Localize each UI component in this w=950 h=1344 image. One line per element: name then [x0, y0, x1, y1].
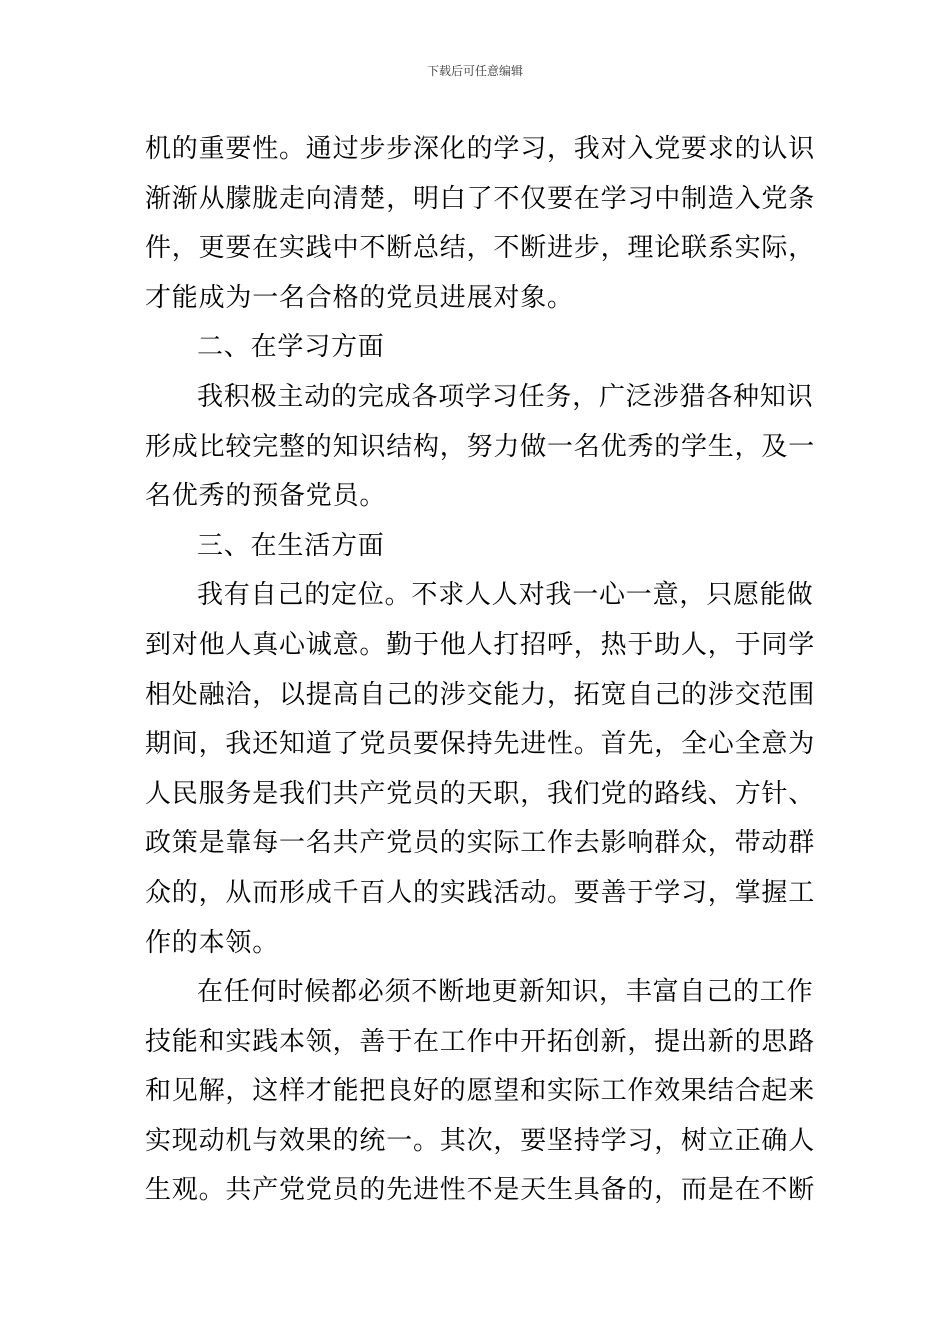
page-header: 下载后可任意编辑 — [426, 64, 523, 78]
text-line: 技能和实践本领，善于在工作中开拓创新，提出新的思路 — [145, 1026, 816, 1057]
text-line: 期间，我还知道了党员要保持先进性。首先，全心全意为 — [145, 729, 816, 760]
text-line: 渐渐从朦胧走向清楚，明白了不仅要在学习中制造入党条 — [145, 183, 816, 214]
text-line: 实现动机与效果的统一。其次，要坚持学习，树立正确人 — [145, 1125, 816, 1156]
text-line: 到对他人真心诚意。勤于他人打招呼，热于助人，于同学 — [145, 629, 816, 660]
text-line: 我有自己的定位。不求人人对我一心一意，只愿能做 — [197, 580, 814, 611]
text-line: 人民服务是我们共产党员的天职，我们党的路线、方针、 — [145, 778, 816, 809]
text-line: 形成比较完整的知识结构，努力做一名优秀的学生，及一 — [145, 431, 816, 462]
text-line: 作的本领。 — [145, 927, 280, 958]
text-line: 在任何时候都必须不断地更新知识，丰富自己的工作 — [197, 977, 814, 1008]
text-line: 件，更要在实践中不断总结，不断进步，理论联系实际， — [145, 233, 816, 264]
section-heading-life: 三、在生活方面 — [197, 530, 385, 561]
text-line: 生观。共产党党员的先进性不是天生具备的，而是在不断 — [145, 1175, 816, 1206]
text-line: 才能成为一名合格的党员进展对象。 — [145, 282, 574, 313]
text-line: 我积极主动的完成各项学习任务，广泛涉猎各种知识 — [197, 381, 814, 412]
text-line: 名优秀的预备党员。 — [145, 481, 387, 512]
text-line: 政策是靠每一名共产党员的实际工作去影响群众，带动群 — [145, 828, 816, 859]
document-body — [145, 125, 816, 1216]
text-line: 众的，从而形成千百人的实践活动。要善于学习，掌握工 — [145, 877, 816, 908]
section-heading-study: 二、在学习方面 — [197, 332, 385, 363]
text-line: 和见解，这样才能把良好的愿望和实际工作效果结合起来 — [145, 1076, 816, 1107]
text-line: 机的重要性。通过步步深化的学习，我对入党要求的认识 — [145, 134, 816, 164]
text-line: 相处融洽，以提高自己的涉交能力，拓宽自己的涉交范围 — [145, 679, 816, 710]
